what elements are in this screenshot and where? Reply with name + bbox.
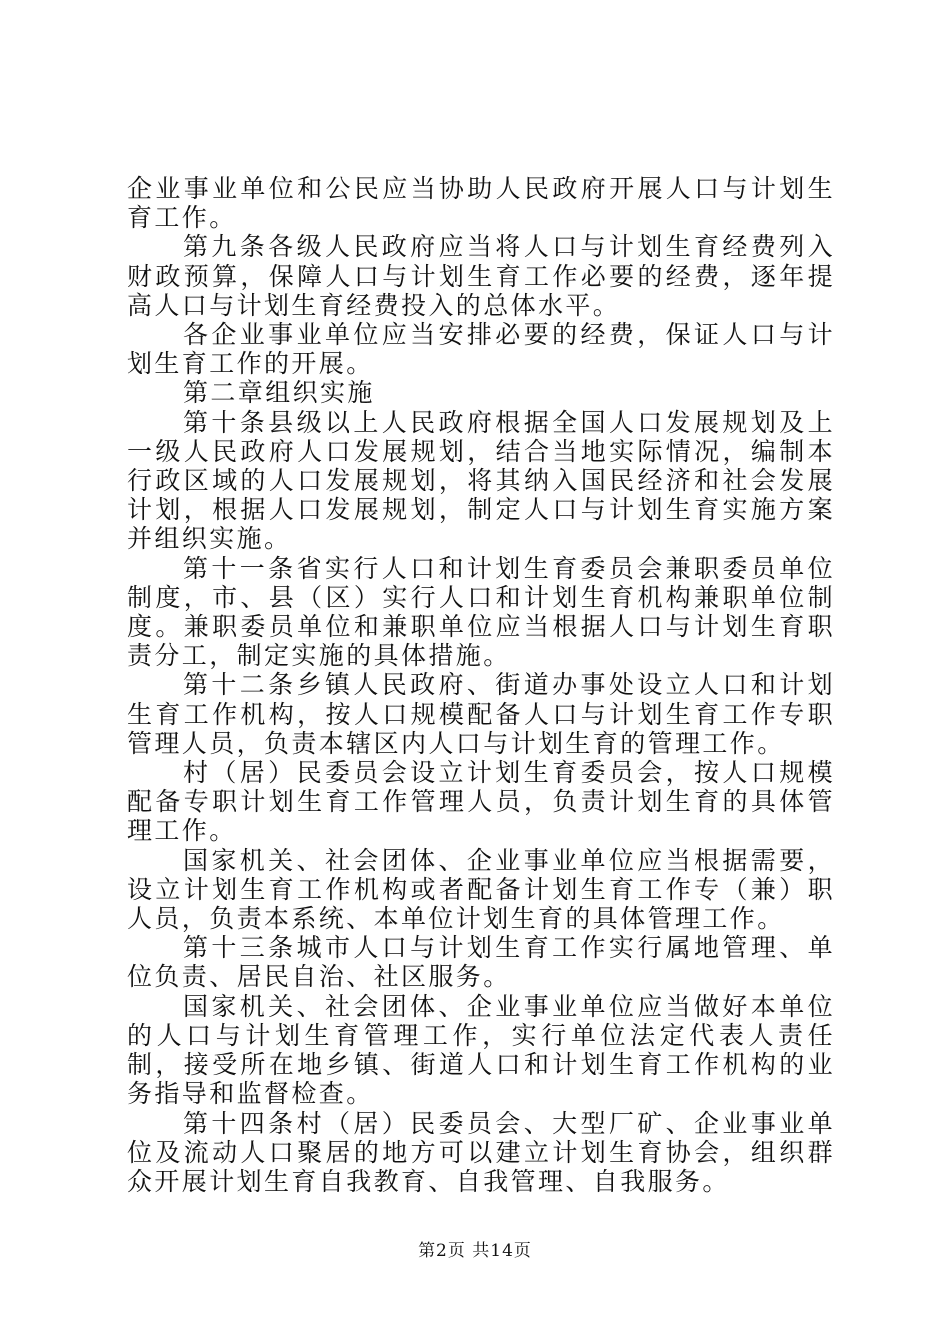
paragraph: 第二章组织实施: [183, 378, 375, 408]
paragraph: 第十一条省实行人口和计划生育委员会兼职委员单位制度，市、县（区）实行人口和计划生育机构兼职单位制度。兼职委员单位和兼职单位应当根据人口与计划生育职责分工，制定实施的具体措施。: [127, 553, 835, 671]
paragraph: 国家机关、社会团体、企业事业单位应当做好本单位的人口与计划生育管理工作，实行单位法定代表人责任制，接受所在地乡镇、街道人口和计划生育工作机构的业务指导和监督检查。: [127, 991, 835, 1109]
paragraph: 第九条各级人民政府应当将人口与计划生育经费列入财政预算，保障人口与计划生育工作必要的经费，逐年提高人口与计划生育经费投入的总体水平。: [127, 232, 835, 320]
paragraph: 第十二条乡镇人民政府、街道办事处设立人口和计划生育工作机构，按人口规模配备人口与计划生育工作专职管理人员，负责本辖区内人口与计划生育的管理工作。: [127, 670, 835, 758]
paragraph: 国家机关、社会团体、企业事业单位应当根据需要，设立计划生育工作机构或者配备计划生育工作专（兼）职人员，负责本系统、本单位计划生育的具体管理工作。: [127, 845, 835, 934]
paragraph: 各企业事业单位应当安排必要的经费，保证人口与计划生育工作的开展。: [127, 320, 835, 379]
paragraph: 第十条县级以上人民政府根据全国人口发展规划及上一级人民政府人口发展规划，结合当地实际情况，编制本行政区域的人口发展规划，将其纳入国民经济和社会发展计划，根据人口发展规划，制定人口与计划生育实施方案并组织实施。: [127, 407, 835, 554]
paragraph: 村（居）民委员会设立计划生育委员会，按人口规模配备专职计划生育工作管理人员，负责计划生育的具体管理工作。: [127, 758, 835, 846]
paragraph: 企业事业单位和公民应当协助人民政府开展人口与计划生育工作。: [127, 174, 835, 233]
document-body: [127, 174, 835, 1196]
paragraph: 第十三条城市人口与计划生育工作实行属地管理、单位负责、居民自治、社区服务。: [127, 933, 835, 992]
paragraph: 第十四条村（居）民委员会、大型厂矿、企业事业单位及流动人口聚居的地方可以建立计划生育协会，组织群众开展计划生育自我教育、自我管理、自我服务。: [127, 1108, 835, 1196]
page-number-footer: 第2页 共14页: [418, 1241, 532, 1261]
